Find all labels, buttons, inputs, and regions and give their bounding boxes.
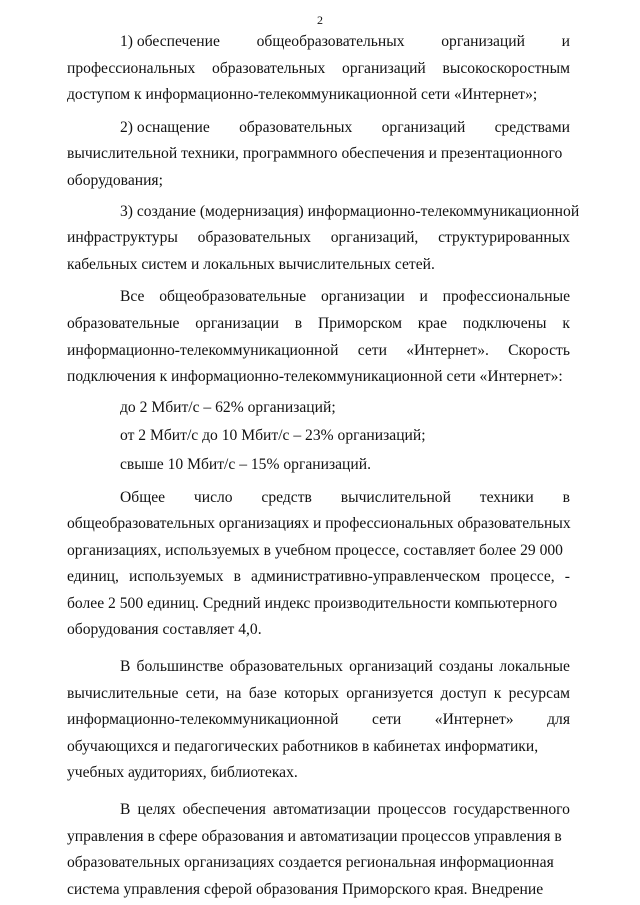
text-line <box>67 760 570 787</box>
word: подключены <box>462 314 547 332</box>
word: используемых <box>128 568 224 586</box>
text-line <box>67 654 570 681</box>
word: структурированных <box>438 229 570 247</box>
word: 3) создание (модернизация) информационно-телекоммуникационной <box>120 202 580 220</box>
word: вычислительной техники, программного обеспечения и презентационного <box>67 145 563 163</box>
paragraph <box>67 115 570 195</box>
word: вычислительной <box>340 488 451 506</box>
word: до 2 Мбит/с – 62% организаций; <box>120 398 336 416</box>
word: инфраструктуры <box>67 229 178 247</box>
word: вычислительные <box>67 684 179 702</box>
word: административно-управленческом <box>251 568 481 586</box>
word: более 2 500 единиц. Средний индекс производительности компьютерного <box>67 594 558 612</box>
text-line <box>67 617 570 644</box>
word: 2) оснащение <box>120 118 210 136</box>
word: управления в сфере образования и автоматизации процессов управления в <box>67 827 562 845</box>
word: 1) обеспечение <box>120 33 220 50</box>
word: средствами <box>494 118 570 136</box>
text-line <box>67 877 570 904</box>
word: от 2 Мбит/с до 10 Мбит/с – 23% организаций; <box>120 427 426 445</box>
word: образовательных <box>197 229 311 247</box>
text-line <box>67 311 570 338</box>
word: и <box>561 33 570 50</box>
paragraph <box>67 284 570 390</box>
text-line <box>67 511 570 538</box>
paragraph <box>67 654 570 787</box>
word: процессе, <box>490 568 555 586</box>
word: процессов <box>377 801 447 819</box>
word: «Интернет» <box>434 711 514 729</box>
word: - <box>564 568 570 586</box>
word: организаций, <box>330 229 419 247</box>
word: обеспечения <box>182 801 266 819</box>
text-line <box>67 199 580 226</box>
word: свыше 10 Мбит/с – 15% организаций. <box>120 455 371 473</box>
word: обучающихся и педагогических работников в кабинетах информатики, <box>67 737 539 755</box>
word: образовательных <box>239 118 353 136</box>
text-line <box>67 225 570 252</box>
word: и <box>419 288 428 306</box>
text-line <box>67 734 570 761</box>
word: общеобразовательных <box>256 33 405 50</box>
text-line <box>67 338 570 365</box>
word: В <box>120 658 131 676</box>
text-line <box>67 564 570 591</box>
word: организуется <box>346 684 434 702</box>
page-number: 2 <box>317 13 323 27</box>
word: Скорость <box>508 341 570 359</box>
word: крае <box>417 314 448 332</box>
text-line <box>67 824 570 851</box>
word: «Интернет». <box>406 341 489 359</box>
word: В <box>120 801 131 819</box>
word: кабельных систем и локальных вычислительных сетей. <box>67 255 435 273</box>
text-line <box>67 591 570 618</box>
text-line <box>67 850 570 877</box>
word: сети <box>372 711 402 729</box>
word: в <box>562 488 570 506</box>
word: организаций <box>381 118 466 136</box>
word: Приморском <box>318 314 402 332</box>
text-line <box>67 364 570 391</box>
word: профессиональных <box>67 59 196 77</box>
word: локальные <box>499 658 570 676</box>
word: профессиональные <box>442 288 570 306</box>
text-line <box>67 284 570 311</box>
word: для <box>547 711 570 729</box>
text-line <box>67 485 570 512</box>
word: целях <box>137 801 176 819</box>
word: единиц, <box>67 568 119 586</box>
word: ресурсам <box>508 684 570 702</box>
word: в <box>233 568 241 586</box>
text-line <box>67 29 570 56</box>
word: в <box>294 314 303 332</box>
word: образовательных организациях создается региональная информационная <box>67 854 554 872</box>
text-line <box>67 395 570 422</box>
word: система управления сферой образования Приморского края. Внедрение <box>67 880 544 898</box>
word: общеобразовательных организациях и профессиональных образовательных <box>67 515 571 533</box>
paragraph <box>67 199 580 279</box>
word: государственного <box>453 801 570 819</box>
word: общеобразовательные <box>159 288 307 306</box>
word: средств <box>261 488 312 506</box>
word: организации <box>195 314 279 332</box>
word: образовательных <box>212 59 326 77</box>
word: организаций <box>342 59 426 77</box>
text-line <box>67 115 570 142</box>
word: базе <box>248 684 277 702</box>
paragraph <box>67 797 570 903</box>
word: число <box>193 488 233 506</box>
text-line <box>67 252 570 279</box>
word: большинстве <box>136 658 224 676</box>
word: Общее <box>120 488 166 506</box>
word: образовательные <box>67 314 180 332</box>
text-line <box>67 168 570 195</box>
word: техники <box>479 488 534 506</box>
word: автоматизации <box>272 801 371 819</box>
paragraph <box>67 423 570 450</box>
word: организаций <box>441 33 525 50</box>
word: организации <box>321 288 405 306</box>
paragraph <box>67 395 570 422</box>
word: на <box>226 684 242 702</box>
text-line <box>67 141 570 168</box>
word: подключения к информационно-телекоммуникационной сети «Интернет»: <box>67 368 563 386</box>
paragraph <box>67 485 570 645</box>
word: оборудования составляет 4,0. <box>67 621 262 639</box>
word: высокоскоростным <box>442 59 570 77</box>
text-line <box>67 707 570 734</box>
word: доступом к информационно-телекоммуникационной сети «Интернет»; <box>67 86 538 104</box>
document-body <box>67 29 580 903</box>
text-line <box>67 797 570 824</box>
word: информационно-телекоммуникационной <box>67 341 339 359</box>
word: сети, <box>185 684 219 702</box>
text-line <box>67 82 570 109</box>
paragraph <box>67 452 570 479</box>
text-line <box>67 452 570 479</box>
text-line <box>67 56 570 83</box>
paragraph <box>67 29 570 109</box>
word: к <box>493 684 502 702</box>
word: созданы <box>438 658 494 676</box>
word: сети <box>357 341 387 359</box>
word: информационно-телекоммуникационной <box>67 711 339 729</box>
word: которых <box>284 684 339 702</box>
text-line <box>67 423 570 450</box>
word: организациях, используемых в учебном процессе, составляет более 29 000 <box>67 541 563 559</box>
word: оборудования; <box>67 171 163 189</box>
word: к <box>562 314 570 332</box>
word: Все <box>120 288 145 306</box>
word: учебных аудиториях, библиотеках. <box>67 764 298 782</box>
text-line <box>67 538 570 565</box>
word: доступ <box>440 684 487 702</box>
word: образовательных <box>229 658 343 676</box>
text-line <box>67 681 570 708</box>
word: организаций <box>349 658 433 676</box>
